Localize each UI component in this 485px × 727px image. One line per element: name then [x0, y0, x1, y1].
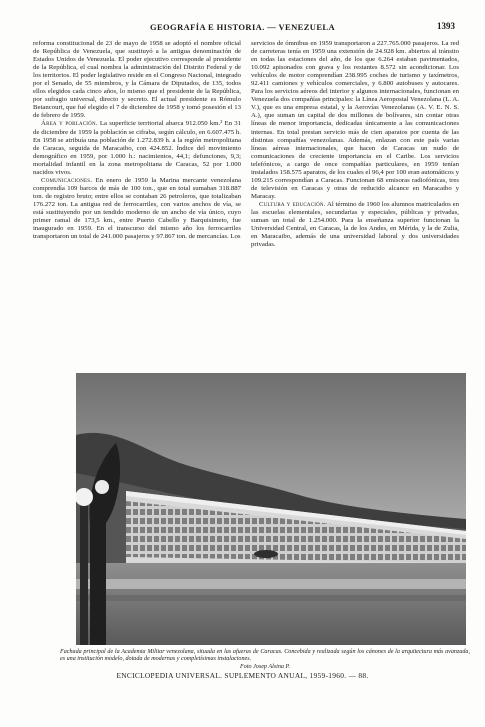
section-text-culture: Al término de 1960 los alumnos matriculados en las escuelas elementales, secundarias y especiales, públicas y privadas, suman un total de 1.254.000. Para la enseñanza superior funcionan la Universidad Central, en Caracas, la de los Andes, en Mérida, y la de Zulia, en Maracaibo, además de una universidad laboral y dos universidades privadas. [251, 200, 459, 249]
avenue-road [76, 579, 466, 589]
forecourt-ground [76, 563, 466, 645]
lamp-post [80, 503, 88, 645]
photo-caption [60, 649, 470, 671]
garden-hedge [76, 595, 466, 601]
academy-photo-illustration [76, 373, 466, 645]
page-footer: ENCICLOPEDIA UNIVERSAL. SUPLEMENTO ANUAL, 1959-1960. — 88. [116, 671, 369, 680]
left-text-column [33, 40, 241, 362]
lamp-globe-second [95, 480, 109, 494]
section-heading-area: Área y población. [41, 120, 98, 128]
right-text-column [251, 40, 459, 362]
academy-photograph [76, 373, 466, 645]
caption-text: Fachada principal de la Academia Militar venezolana, situada en las afueras de Caracas. Concebida y realizada según los cánones de la arquitectura más avanzada, es una institución modelo, dotada de modernas y completísimas instalaciones. [60, 649, 470, 663]
page-number: 1393 [437, 21, 455, 31]
paragraph-constitution: reforma constitucional de 23 de mayo de 1958 se adoptó el nombre oficial de República de Venezuela, que sustituyó a la antigua denominación de Estados Unidos de Venezuela. El poder ejecutivo corresponde al presidente de la República, el cual nombra la administración del Distrito Federal y de los territorios. El poder legislativo reside en el Congreso Nacional, integrado por el Senado, de 55 miembros, y la Cámara de Diputados, de 135, todos ellos elegidos cada cinco años, lo mismo que el presidente de la República, por sufragio universal, directo y secreto. El actual presidente es Rómulo Betancourt, que fué elegido el 7 de diciembre de 1958 y tomó posesión el 13 de febrero de 1959. [33, 40, 241, 120]
paragraph-area-population [33, 120, 241, 176]
section-text-communications: En enero de 1959 la Marina mercante venezolana comprendía 109 barcos de más de 100 ton., que en total sumaban 318.887 ton. de registro bruto; entre ellos se contaban 26 petroleros, que totalizaban 176.272 ton. La antigua red de ferrocarriles, con varios anchos de vía, se está sustituyendo por un tendido moderno de un ancho de vía único, cuyo primer ramal de 173,5 km., entre Puerto Cabello y Barquisimeto, fue inaugurado en 1959. En el transcurso del mismo año los ferrocarriles transportaron un total de 241.000 pasajeros y 97.867 ton. de mercancías. Los [33, 176, 241, 241]
paragraph-transport: servicios de ómnibus en 1959 transportaron a 227.765.000 pasajeros. La red de carreteras tenía en 1959 una extensión de 24.928 km. abiertos al tránsito en todas las estaciones del año, de los que 6.264 estaban pavimentados, 10.092 apisonados con grava y los restantes 8.572 sin acondicionar. Los vehículos de motor comprendían 238.995 coches de turismo y taxímetros, 92.411 camiones y vehículos comerciales, y 6.800 autobuses y autocares. Para los servicios aéreos del interior y algunos internacionales, funcionan en Venezuela dos compañías principales: la Línea Aeropostal Venezolana (L. A. V.), que es una empresa estatal, y la Aerovías Venezolanas (A. V. E. N. S. A.), que suman un capital de dos millones de bolívares, sin contar otras líneas de menor importancia, dedicadas únicamente a las comunicaciones internas. En total prestan servicio más de cien aparatos por cuenta de las distintas compañías venezolanas. Además, enlazan con este país varias líneas aéreas internacionales, que hacen de Caracas un nudo de comunicaciones de creciente importancia en el Caribe. Los servicios telefónicos, a cargo de once compañías particulares, en 1959 tenían instalados 158.575 aparatos, de los cuales el 96,4 por 100 eran automáticos y 109.215 correspondían a Caracas. Funcionan 68 emisoras radiofónicas, tres de televisión en Caracas y otras de reducido alcance en Maracaibo y Maracay. [251, 40, 459, 200]
paragraph-culture-education [251, 201, 459, 249]
running-header: GEOGRAFÍA E HISTORIA. — VENEZUELA [149, 22, 336, 32]
section-heading-culture: Cultura y educación. [259, 200, 326, 208]
section-heading-communications: Comunicaciones. [41, 176, 93, 184]
parked-car [254, 550, 278, 558]
section-text-area: La superficie territorial abarca 912.050 km.² En 31 de diciembre de 1959 la población se cifraba, según cálculo, en 6.607.475 h. En 1958 se atribuía una población de 1.272.839 h. a la región metropolitana de Caracas, seguida de Maracaibo, con 424.852. Índice del movimiento demográfico en 1959, por 1.000 h.: nacimientos, 44,1; defunciones, 9,3; mortalidad infantil en la zona metropolitana de Caracas, 52 por 1.000 nacidos vivos. [33, 120, 241, 176]
photo-credit: Foto Josep Alsina P. [240, 663, 290, 670]
paragraph-communications [33, 177, 241, 241]
